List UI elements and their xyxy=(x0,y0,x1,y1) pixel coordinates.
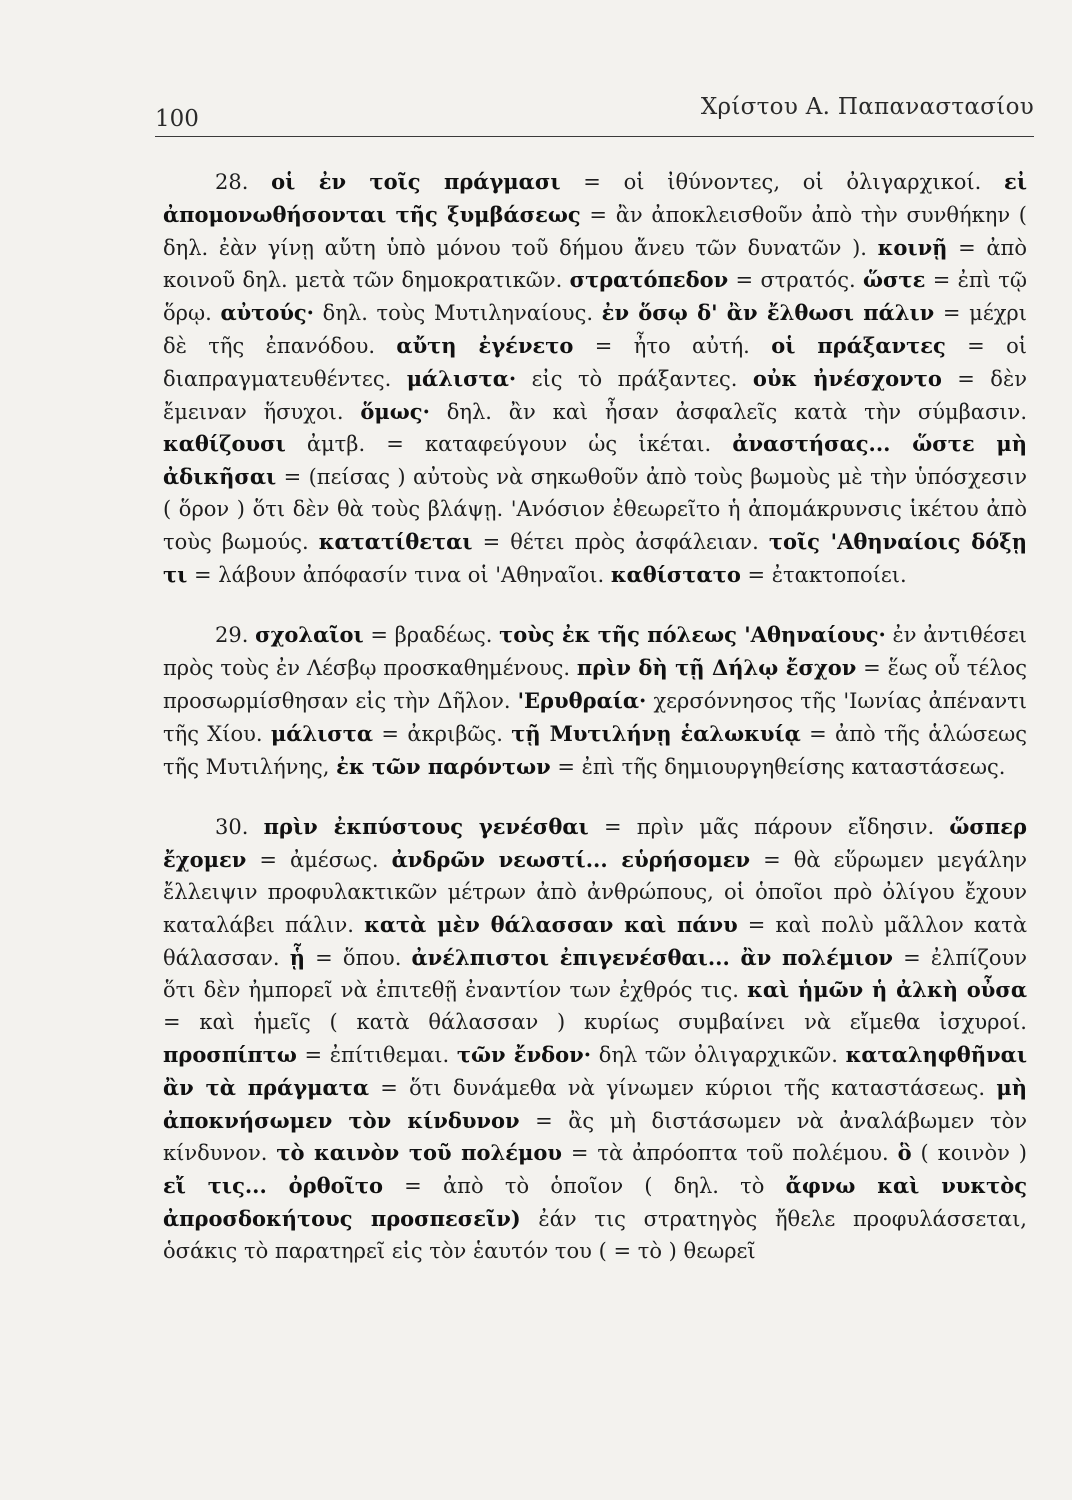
lemma-term: κατατίθεται xyxy=(318,528,473,554)
lemma-term: οὐκ ἠνέσχοντο xyxy=(752,365,942,391)
gloss-text: = ἀπὸ κοινοῦ δηλ. μετὰ τῶν δημοκρατικῶν. xyxy=(163,235,1027,293)
gloss-text: = ἀκριβῶς. xyxy=(373,721,512,746)
lemma-term: τῇ Μυτιλήνῃ ἑαλωκυίᾳ xyxy=(511,720,801,746)
gloss-text: δηλ. τοὺς Μυτιληναίους. xyxy=(314,301,602,326)
gloss-text: = ἀπὸ τὸ ὁποῖον ( δηλ. τὸ xyxy=(382,1174,786,1199)
gloss-text: ἀμτβ. = καταφεύγουν ὡς ἱκέται. xyxy=(285,432,733,457)
lemma-term: αὔτη ἐγένετο xyxy=(396,332,574,358)
lemma-term: στρατόπεδον xyxy=(569,267,729,293)
gloss-text: ἐάν τις στρατηγὸς ἤθελε προφυλάσσεται, ὁσάκις τὸ παρατηρεῖ εἰς τὸν ἑαυτόν του ( = τὸ ) θεωρεῖ xyxy=(163,1206,1027,1263)
gloss-text: = πρὶν μᾶς πάρουν εἴδησιν. xyxy=(588,815,950,840)
gloss-text: = ἐλπίζουν ὅτι δὲν ἠμπορεῖ νὰ ἐπιτεθῇ ἐναντίον των ἐχθρός τις. xyxy=(163,945,1027,1003)
lemma-term: ᾗ xyxy=(289,944,306,970)
lemma-term: ἐκ τῶν παρόντων xyxy=(336,753,551,779)
gloss-text: δηλ τῶν ὀλιγαρχικῶν. xyxy=(591,1042,846,1067)
lemma-term: ἀνδρῶν νεωστί... εὑρήσομεν xyxy=(391,847,751,873)
gloss-text: = λάβουν ἀπόφασίν τινα οἱ 'Αθηναῖοι. xyxy=(187,562,611,587)
gloss-text: = βραδέως. xyxy=(363,623,500,648)
lemma-term: μάλιστα xyxy=(270,720,374,746)
paragraph-30 xyxy=(163,811,1027,1267)
lemma-term: καθίστατο xyxy=(610,561,741,587)
lemma-term: ἀνέλπιστοι ἐπιγενέσθαι... ἂν πολέμιον xyxy=(411,944,893,970)
gloss-text: = τὰ ἀπρόοπτα τοῦ πολέμου. xyxy=(561,1141,898,1166)
gloss-text: = ἂς μὴ διστάσωμεν νὰ ἀναλάβωμεν τὸν κίνδυνον. xyxy=(163,1108,1027,1166)
lemma-term: σχολαῖοι xyxy=(255,622,364,648)
lemma-term: κατὰ μὲν θάλασσαν καὶ πάνυ xyxy=(364,911,738,937)
lemma-term: ἀναστήσας... ὥστε μὴ ἀδικῆσαι xyxy=(163,431,1027,490)
commentary-body xyxy=(163,166,1027,1296)
lemma-term: προσπίπτω xyxy=(163,1041,297,1067)
gloss-text: = οἱ ἰθύνοντες, οἱ ὀλιγαρχικοί. xyxy=(560,170,1005,194)
lemma-term: εἴ τις... ὀρθοῖτο xyxy=(163,1173,383,1199)
lemma-term: ὥσπερ ἔχομεν xyxy=(163,814,1027,873)
gloss-text: = ἂν ἀποκλεισθοῦν ἀπὸ τὴν συνθήκην ( δηλ. ἐὰν γίνῃ αὔτη ὑπὸ μόνου τοῦ δήμου ἄνευ τῶν δυνατῶν ). xyxy=(163,202,1028,260)
lemma-term: οἱ ἐν τοῖς πράγμασι xyxy=(271,169,561,194)
gloss-text: = μέχρι δὲ τῆς ἐπανόδου. xyxy=(163,301,1028,358)
page-number: 100 xyxy=(155,106,199,132)
paragraph-number: 30. xyxy=(215,815,249,840)
lemma-term: 'Ερυθραία· xyxy=(517,687,647,713)
gloss-text: ἐν ἀντιθέσει πρὸς τοὺς ἐν Λέσβῳ προσκαθημένους. xyxy=(163,623,1028,681)
lemma-term: τῶν ἔνδον· xyxy=(456,1041,592,1067)
gloss-text: = (πείσας ) αὐτοὺς νὰ σηκωθοῦν ἀπὸ τοὺς βωμοὺς μὲ τὴν ὑπόσχεσιν ( ὅρον ) ὅτι δὲν θὰ τοὺς βλάψῃ. 'Ανόσιον ἐθεωρεῖτο ἡ ἀπομάκρυνσις ἱκέτου ἀπὸ τοὺς βωμούς. xyxy=(163,465,1027,554)
lemma-term: πρὶν δὴ τῇ Δήλῳ ἔσχον xyxy=(576,655,857,681)
gloss-text: = καὶ ἡμεῖς ( κατὰ θάλασσαν ) κυρίως συμβαίνει νὰ εἴμεθα ἰσχυροί. xyxy=(163,1010,1027,1035)
gloss-text: = ἦτο αὐτή. xyxy=(573,333,772,358)
lemma-term: εἰ ἀπομονωθήσονται τῆς ξυμβάσεως xyxy=(163,169,1027,227)
lemma-term: οἱ πράξαντες xyxy=(771,332,946,358)
lemma-term: καὶ ἡμῶν ἡ ἀλκὴ οὖσα xyxy=(747,977,1027,1003)
lemma-term: τοῖς 'Αθηναίοις δόξῃ τι xyxy=(163,528,1027,587)
lemma-term: ἄφνω καὶ νυκτὸς ἀπροσδοκήτους προσπεσεῖν) xyxy=(163,1173,1027,1231)
gloss-text: = ἐπὶ τῆς δημιουργηθείσης καταστάσεως. xyxy=(550,754,1006,779)
gloss-text xyxy=(248,815,263,839)
gloss-text: = θέτει πρὸς ἀσφάλειαν. xyxy=(472,529,769,554)
gloss-text: εἰς τὸ πράξαντες. xyxy=(516,366,753,391)
gloss-text: χερσόννησος τῆς 'Ιωνίας ἀπέναντι τῆς Χίου. xyxy=(163,688,1027,746)
lemma-term: ὅμως· xyxy=(360,398,430,424)
lemma-term: καταληφθῆναι ἂν τὰ πράγματα xyxy=(163,1041,1027,1100)
gloss-text: = ἀπὸ τῆς ἁλώσεως τῆς Μυτιλήνης, xyxy=(163,721,1027,779)
page-header xyxy=(155,92,1034,137)
paragraph-28 xyxy=(163,166,1027,591)
gloss-text xyxy=(248,170,271,194)
gloss-text: = ἕως οὗ τέλος προσωρμίσθησαν εἰς τὴν Δῆλον. xyxy=(163,656,1027,713)
lemma-term: ὃ xyxy=(897,1140,912,1166)
lemma-term: ὥστε xyxy=(862,267,926,293)
gloss-text: = δὲν ἔμειναν ἥσυχοι. xyxy=(163,366,1027,424)
gloss-text: = οἱ διαπραγματευθέντες. xyxy=(163,333,1028,391)
paragraph-29 xyxy=(163,619,1027,783)
gloss-text: = ὅπου. xyxy=(305,945,412,970)
lemma-term: μάλιστα· xyxy=(406,365,517,391)
gloss-text: = ἐπὶ τῷ ὅρῳ. xyxy=(163,268,1027,326)
gloss-text: δηλ. ἂν καὶ ἦσαν ἀσφαλεῖς κατὰ τὴν σύμβασιν. xyxy=(429,399,1027,424)
lemma-term: πρὶν ἐκπύστους γενέσθαι xyxy=(263,814,589,840)
paragraph-number: 28. xyxy=(215,170,249,194)
lemma-term: τὸ καινὸν τοῦ πολέμου xyxy=(276,1140,562,1166)
gloss-text: = ἐπίτιθεμαι. xyxy=(296,1042,457,1067)
running-head: Χρίστου Α. Παπαναστασίου xyxy=(700,94,1034,120)
gloss-text: = καὶ πολὺ μᾶλλον κατὰ θάλασσαν. xyxy=(163,912,1028,970)
gloss-text: = ἐτακτοποίει. xyxy=(740,562,907,587)
lemma-term: ἐν ὅσῳ δ' ἂν ἔλθωσι πάλιν xyxy=(601,300,935,326)
gloss-text: = στρατός. xyxy=(728,268,863,293)
gloss-text: = ἀμέσως. xyxy=(246,848,392,873)
lemma-term: μὴ ἀποκνήσωμεν τὸν κίνδυνον xyxy=(163,1074,1027,1133)
paragraph-number: 29. xyxy=(215,623,249,648)
lemma-term: κοινῇ xyxy=(877,234,948,260)
lemma-term: καθίζουσι xyxy=(163,431,286,457)
gloss-text: = ὅτι δυνάμεθα νὰ γίνωμεν κύριοι τῆς καταστάσεως. xyxy=(369,1075,997,1100)
lemma-term: αὐτούς· xyxy=(220,300,314,326)
gloss-text: ( κοινὸν ) xyxy=(911,1141,1027,1166)
lemma-term: τοὺς ἐκ τῆς πόλεως 'Αθηναίους· xyxy=(499,622,886,648)
gloss-text: = θὰ εὕρωμεν μεγάλην ἔλλειψιν προφυλακτικῶν μέτρων ἀπὸ ἀνθρώπους, οἱ ὁποῖοι πρὸ ὀλίγου ἔχουν καταλάβει πάλιν. xyxy=(163,848,1027,937)
